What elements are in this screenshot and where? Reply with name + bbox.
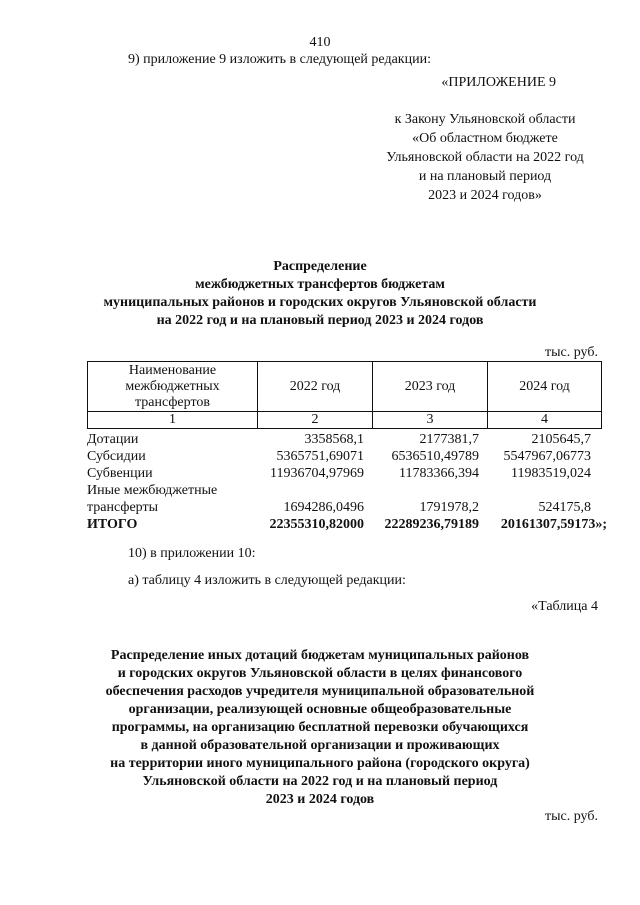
heading-other-grants xyxy=(60,647,580,809)
value-2023: 1791978,2 xyxy=(419,500,479,515)
heading-line: организации, реализующей основные общеобразовательные xyxy=(128,702,512,717)
col-number: 3 xyxy=(373,412,488,429)
value-2022: 11936704,97969 xyxy=(270,466,364,481)
appendix-line: Ульяновской области на 2022 год xyxy=(386,150,584,165)
row-name: Субсидии xyxy=(87,449,146,464)
heading-line: Распределение xyxy=(273,259,367,274)
table-row xyxy=(87,482,607,516)
value-2023: 11783366,394 xyxy=(399,466,479,481)
total-2023: 22289236,79189 xyxy=(384,517,479,532)
amendment-item-9: 9) приложение 9 изложить в следующей редакции: xyxy=(128,52,431,67)
transfers-table-body xyxy=(87,431,607,533)
appendix-line: 2023 и 2024 годов» xyxy=(428,188,542,203)
appendix-reference xyxy=(360,110,610,205)
appendix-title: «ПРИЛОЖЕНИЕ 9 xyxy=(441,75,556,90)
col-number: 2 xyxy=(258,412,373,429)
appendix-line: и на плановый период xyxy=(418,169,552,184)
heading-line: в данной образовательной организации и проживающих xyxy=(140,738,500,753)
value-2024: 2105645,7 xyxy=(531,432,591,447)
amendment-item-10a: а) таблицу 4 изложить в следующей редакции: xyxy=(128,573,406,588)
col-number: 1 xyxy=(88,412,258,429)
heading-distribution xyxy=(80,258,560,330)
total-label: ИТОГО xyxy=(87,517,138,532)
appendix-line: к Закону Ульяновской области xyxy=(394,112,576,127)
value-2022: 5365751,69071 xyxy=(276,449,364,464)
row-name: Субвенции xyxy=(87,466,153,481)
header-2024: 2024 год xyxy=(488,362,602,412)
header-2023: 2023 год xyxy=(373,362,488,412)
heading-line: муниципальных районов и городских округов Ульяновской области xyxy=(103,295,537,310)
unit-label: тыс. руб. xyxy=(545,345,598,360)
total-2022: 22355310,82000 xyxy=(269,517,364,532)
heading-line: на территории иного муниципального района (городского округа) xyxy=(110,756,530,771)
row-name: Иные межбюджетные трансферты xyxy=(87,483,218,515)
heading-line: 2023 и 2024 годов xyxy=(265,792,375,807)
table-row-total xyxy=(87,516,607,533)
page-number: 410 xyxy=(309,35,331,50)
transfers-table-header xyxy=(87,361,602,429)
total-2024: 20161307,59173»; xyxy=(500,517,607,532)
table4-label: «Таблица 4 xyxy=(531,599,598,614)
heading-line: обеспечения расходов учредителя муниципальной образовательной xyxy=(105,684,535,699)
heading-line: Ульяновской области на 2022 год и на плановый период xyxy=(142,774,498,789)
appendix-line: «Об областном бюджете xyxy=(412,131,558,146)
table-row xyxy=(87,448,607,465)
value-2023: 2177381,7 xyxy=(419,432,479,447)
amendment-item-10: 10) в приложении 10: xyxy=(128,546,256,561)
value-2023: 6536510,49789 xyxy=(391,449,479,464)
value-2024: 524175,8 xyxy=(538,500,591,515)
table-row xyxy=(87,431,607,448)
heading-line: программы, на организацию бесплатной перевозки обучающихся xyxy=(111,720,529,735)
header-2022: 2022 год xyxy=(258,362,373,412)
unit-label-2: тыс. руб. xyxy=(545,809,598,824)
heading-line: и городских округов Ульяновской области в целях финансового xyxy=(117,666,523,681)
heading-line: Распределение иных дотаций бюджетам муниципальных районов xyxy=(110,648,530,663)
col-number: 4 xyxy=(488,412,602,429)
row-name: Дотации xyxy=(87,432,139,447)
value-2022: 1694286,0496 xyxy=(283,500,364,515)
header-name: Наименование межбюджетных трансфертов xyxy=(88,362,258,412)
value-2024: 11983519,024 xyxy=(511,466,591,481)
table-row xyxy=(87,465,607,482)
heading-line: межбюджетных трансфертов бюджетам xyxy=(195,277,445,292)
value-2024: 5547967,06773 xyxy=(503,449,591,464)
heading-line: на 2022 год и на плановый период 2023 и 2024 годов xyxy=(156,313,484,328)
value-2022: 3358568,1 xyxy=(304,432,364,447)
